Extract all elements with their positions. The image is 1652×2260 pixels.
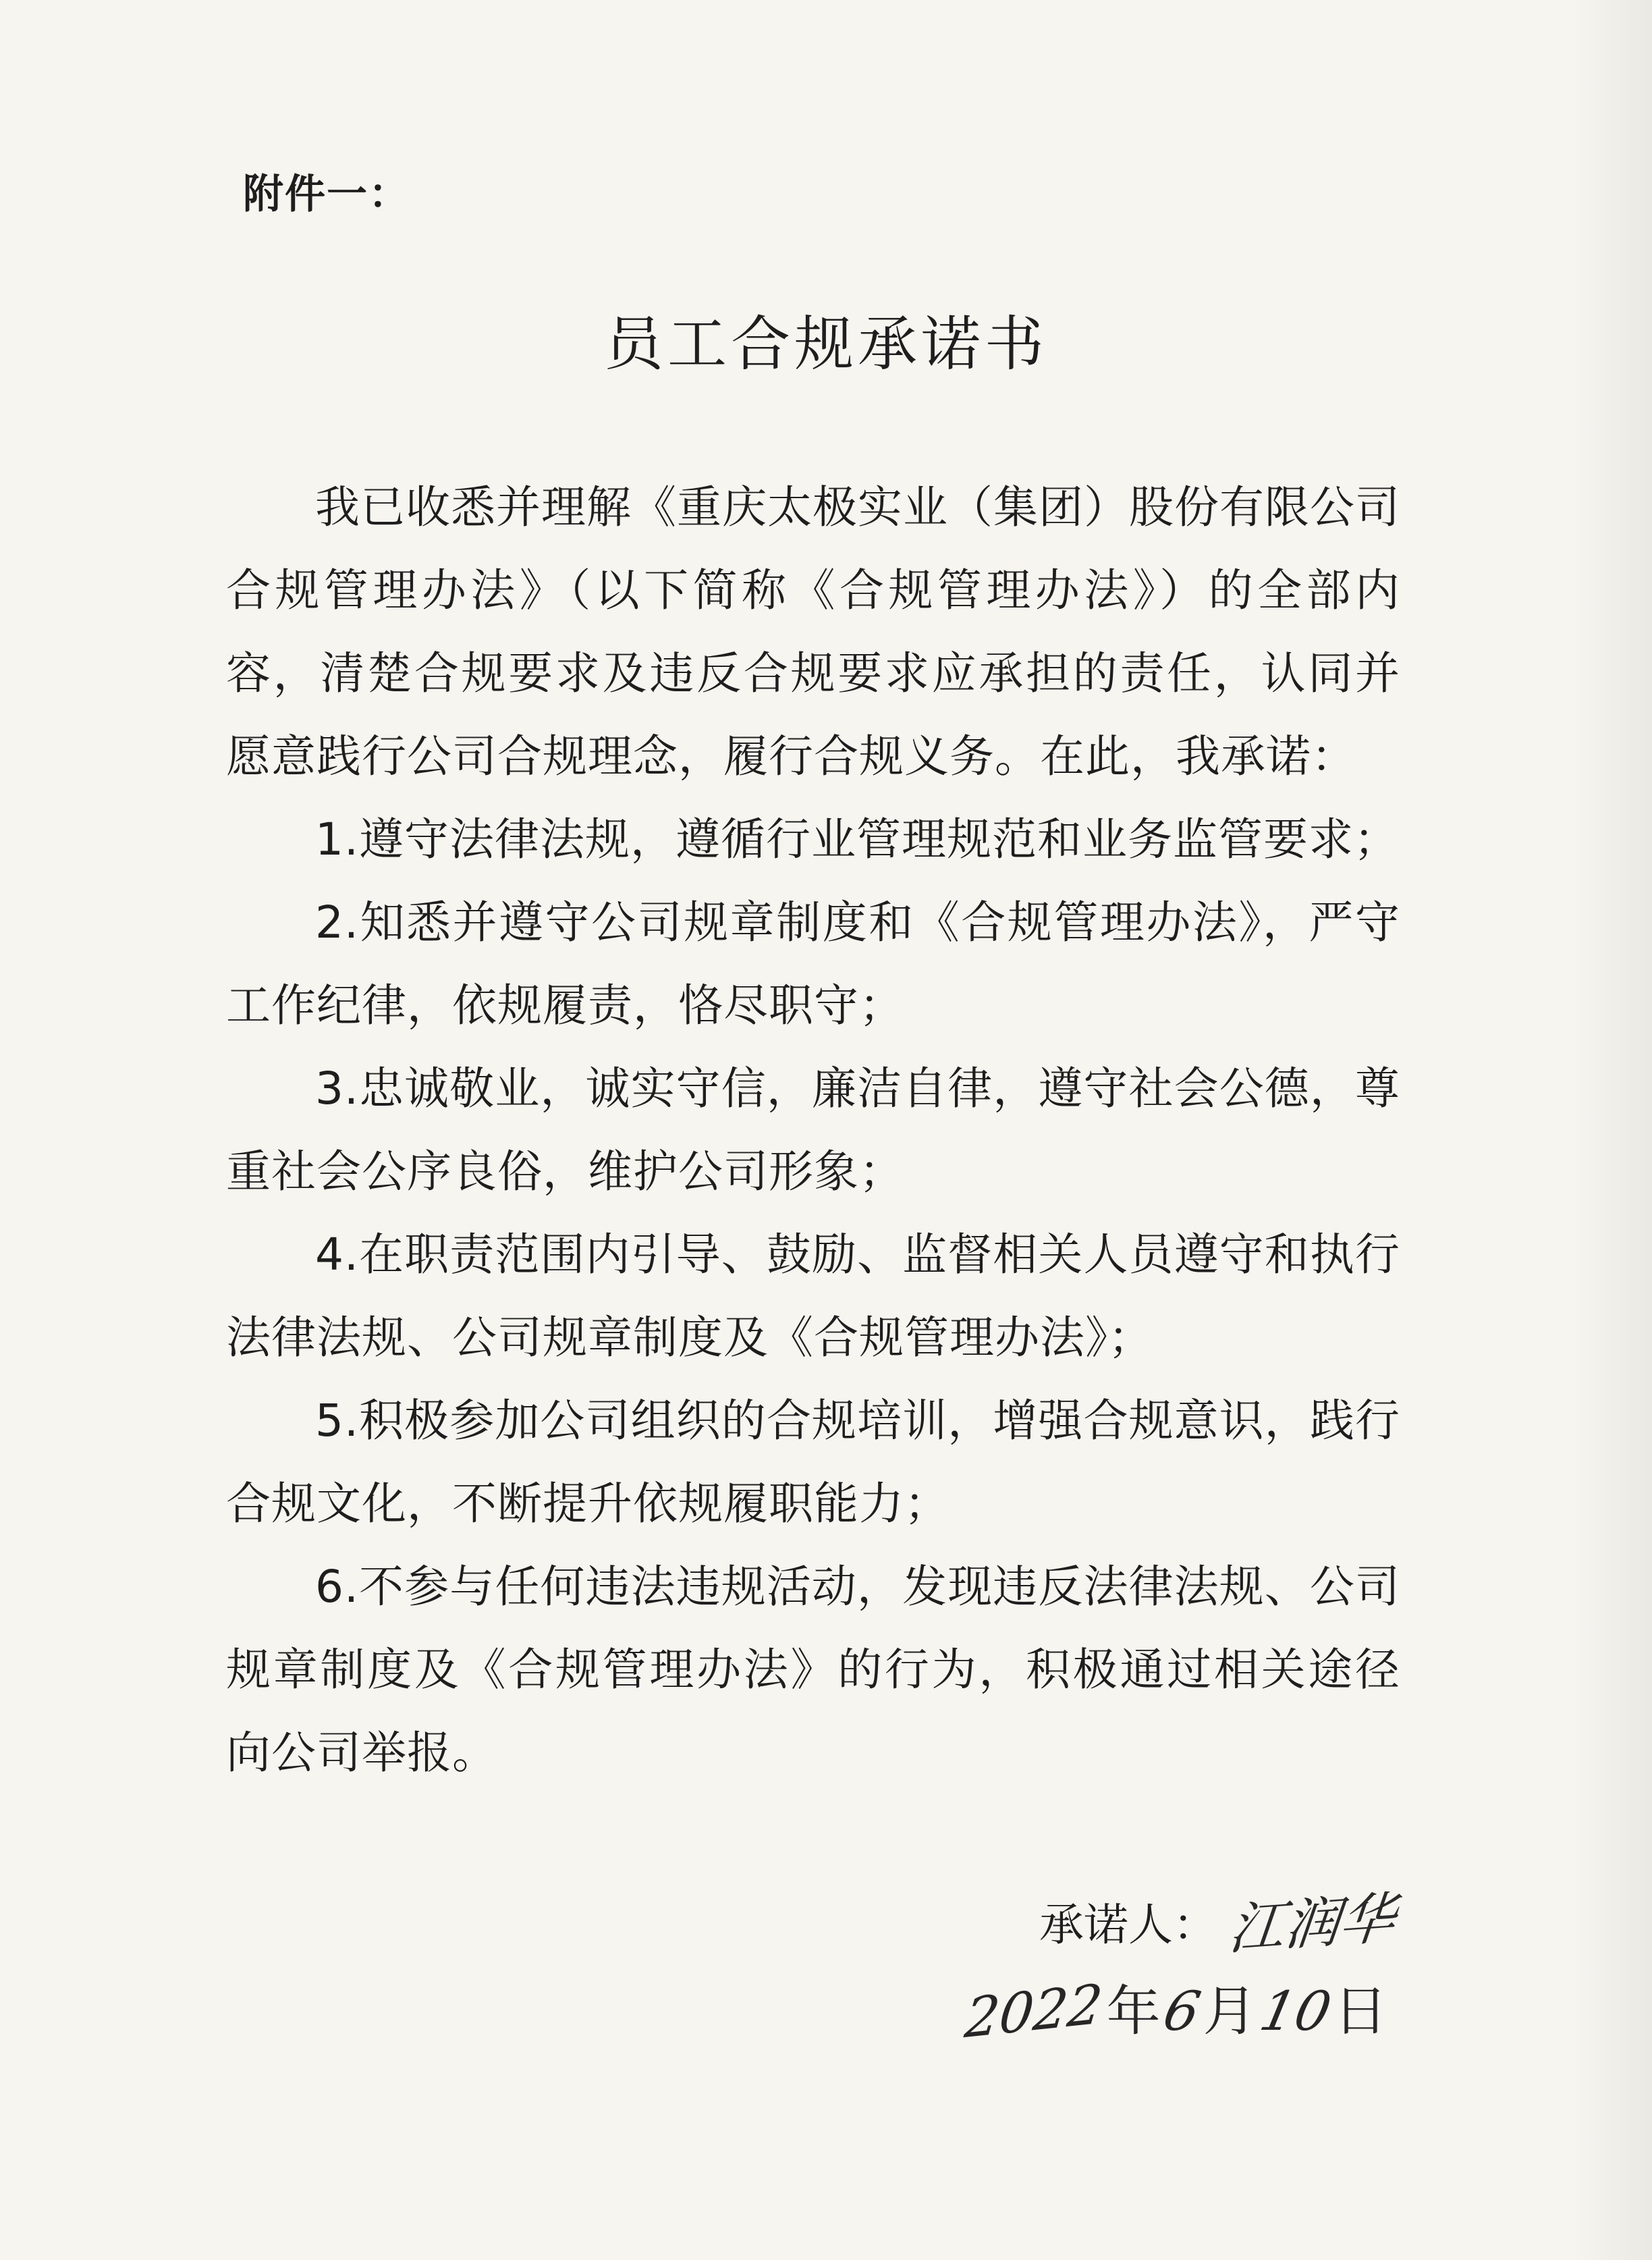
intro-paragraph: 我已收悉并理解《重庆太极实业（集团）股份有限公司合规管理办法》（以下简称《合规管理办法》）的全部内容，清楚合规要求及违反合规要求应承担的责任，认同并愿意践行公司合规理念，履行合规义务。在此，我承诺：: [226, 481, 1400, 782]
commitment-item-6: 6.不参与任何违法违规活动，发现违反法律法规、公司规章制度及《合规管理办法》的行为，积极通过相关途径向公司举报。: [226, 1561, 1400, 1779]
date-day-unit: 日: [1333, 1980, 1388, 2043]
date-year: 2022: [962, 1972, 1106, 2051]
signature-line: [1039, 1880, 1398, 1963]
date-month: 6: [1157, 1980, 1206, 2043]
commitment-item-5: 5.积极参加公司组织的合规培训，增强合规意识，践行合规文化，不断提升依规履职能力；: [226, 1395, 1400, 1530]
attachment-label: 附件一：: [243, 171, 410, 218]
commitment-item-1: 1.遵守法律法规，遵循行业管理规范和业务监管要求；: [315, 813, 1399, 865]
commitment-item-2: 2.知悉并遵守公司规章制度和《合规管理办法》，严守工作纪律，依规履责，恪尽职守；: [226, 896, 1400, 1031]
date-month-unit: 月: [1203, 1980, 1257, 2043]
commitment-item-4: 4.在职责范围内引导、鼓励、监督相关人员遵守和执行法律法规、公司规章制度及《合规管理办法》；: [226, 1229, 1400, 1364]
date-day: 10: [1254, 1980, 1337, 2043]
signer-label: 承诺人：: [1039, 1899, 1217, 1951]
handwritten-signature: 江润华: [1226, 1886, 1398, 1963]
document-body: [226, 466, 1400, 1794]
document-title: 员工合规承诺书: [603, 309, 1048, 379]
commitment-item-3: 3.忠诚敬业，诚实守信，廉洁自律，遵守社会公德，尊重社会公序良俗，维护公司形象；: [226, 1062, 1400, 1198]
date-year-unit: 年: [1106, 1980, 1161, 2043]
signature-date: [962, 1968, 1392, 2051]
